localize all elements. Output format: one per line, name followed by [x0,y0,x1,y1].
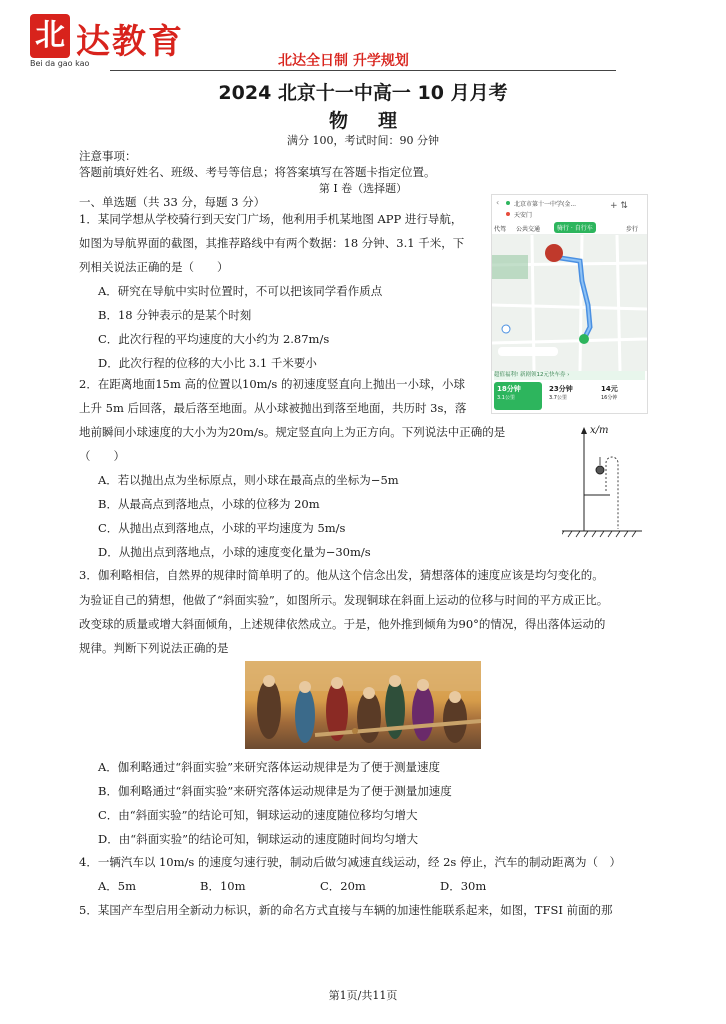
route-3-price: 14元 [601,385,618,393]
q2-line: （ ） [79,449,125,463]
axis-arrow-icon [581,427,587,434]
exam-title: 2024 北京十一中高一 10 月月考 [218,82,508,104]
q1-option-a: A．研究在导航中实时位置时，不可以把该同学看作质点 [98,284,383,298]
end-dot-icon [506,212,510,216]
notice-body: 答题前填好姓名、班级、考号等信息；将答案填写在答题卡指定位置。 [79,165,436,179]
ball-trajectory-diagram [562,425,646,543]
q1-option-b: B．18 分钟表示的是某个时刻 [98,308,252,322]
q3-option-b: B．伽利略通过“斜面实验”来研究落体运动规律是为了便于测量加速度 [98,784,452,798]
q2-option-a: A．若以抛出点为坐标原点，则小球在最高点的坐标为−5m [98,473,399,487]
exam-meta: 满分 100，考试时间：90 分钟 [287,134,439,147]
ground-hatch [562,531,636,537]
q4-option-b: B．10m [200,879,246,893]
trajectory-path [606,457,618,529]
back-icon: ‹ [496,198,500,207]
q1-option-d: D．此次行程的位移的大小比 3.1 千米要小 [98,356,317,370]
tab-cycling: 骑行 · 自行车 [554,222,596,233]
q3-option-a: A．伽利略通过“斜面实验”来研究落体运动规律是为了便于测量速度 [98,760,441,774]
tab-designated-driver: 代驾 [494,226,507,233]
axis-label: x/m [590,425,609,436]
q3-line: 为验证自己的猜想，他做了“斜面实验”，如图所示。发现铜球在斜面上运动的位移与时间的平方成正比。 [79,593,609,607]
q3-line: 规律。判断下列说法正确的是 [79,641,229,655]
q1-line: 列相关说法正确的是（ ） [79,260,229,274]
q1-line: 1．某同学想从学校骑行到天安门广场，他利用手机某地图 APP 进行导航， [79,212,463,226]
tab-walking: 步行 [626,226,639,233]
route-options-panel [492,371,647,413]
q2-line: 上升 5m 后回落，最后落至地面。从小球被抛出到落至地面，共历时 3s，落 [79,401,467,415]
q2-option-d: D．从抛出点到落地点，小球的速度变化量为−30m/s [98,545,371,559]
promo-banner: 超值福利! 新剧领12元快车券 › [494,371,645,380]
start-dot-icon [506,201,510,205]
map-canvas [492,235,647,371]
notice-title: 注意事项： [79,149,137,163]
header-slogan: 北达全日制 升学规划 [278,53,409,69]
q4-option-a: A．5m [98,879,137,893]
q2-option-c: C．从抛出点到落地点，小球的平均速度为 5m/s [98,521,346,535]
q2-line: 2．在距离地面15m 高的位置以10m/s 的初速度竖直向上抛出一小球，小球 [79,377,465,391]
q4-line: 4．一辆汽车以 10m/s 的速度匀速行驶，制动后做匀减速直线运动，经 2s 停止，汽车的制动距离为（ ） [79,855,621,869]
q5-line: 5．某国产车型启用全新动力标识，新的命名方式直接与车辆的加速性能联系起来，如图，TFSI 前面的那 [79,903,613,917]
page-footer: 第1页/共11页 [328,989,398,1002]
add-icon: + ⇅ [610,201,628,211]
q2-line: 地前瞬间小球速度的大小为为20m/s。规定竖直向上为正方向。下列说法中正确的是 [79,425,506,439]
route-3-time: 16分钟 [601,395,618,401]
q3-option-c: C．由“斜面实验”的结论可知，铜球运动的速度随位移均匀增大 [98,808,418,822]
exam-subject: 物理 [328,110,427,132]
q3-option-d: D．由“斜面实验”的结论可知，铜球运动的速度随时间均匀增大 [98,832,418,846]
q2-option-b: B．从最高点到落地点，小球的位移为 20m [98,497,320,511]
logo-mark: 北 [30,14,70,58]
q4-option-c: C．20m [320,879,366,893]
route-2-distance: 3.7公里 [549,395,567,401]
trajectory-svg [562,425,646,543]
logo-text: 达教育 [76,22,184,62]
route-to: 天安门 [514,212,533,219]
transport-tabs [492,222,647,234]
route-from: 北京市第十一中学(金... [514,201,577,208]
logo-subtitle: Bei da gao kao [30,59,90,68]
route-1-time: 18分钟 [497,385,521,393]
route-option-2 [546,382,594,410]
q1-line: 如图为导航界面的截图，其推荐路线中有两个数据：18 分钟、3.1 千米，下 [79,236,465,250]
q3-line: 3．伽利略相信，自然界的规律时简单明了的。他从这个信念出发，猜想落体的速度应该是均匀变化的。 [79,568,604,582]
q1-option-c: C．此次行程的平均速度的大小约为 2.87m/s [98,332,330,346]
q3-line: 改变球的质量或增大斜面倾角，上述规律依然成立。于是，他外推到倾角为90°的情况，得出落体运动的 [79,617,606,631]
galileo-painting [245,661,481,749]
navigation-map-figure [491,194,648,414]
painting-svg [245,661,481,749]
route-2-time: 23分钟 [549,385,573,393]
q4-option-d: D．30m [440,879,487,893]
route-option-1 [494,382,542,410]
part-title: 第 I 卷（选择题） [318,182,408,195]
section-title: 一、单选题（共 33 分，每题 3 分） [79,195,266,209]
route-option-3 [598,382,644,410]
header-divider [110,70,616,71]
ball-icon [596,466,604,474]
route-1-distance: 3.1公里 [497,395,515,401]
tab-public-transit: 公共交通 [516,226,541,233]
